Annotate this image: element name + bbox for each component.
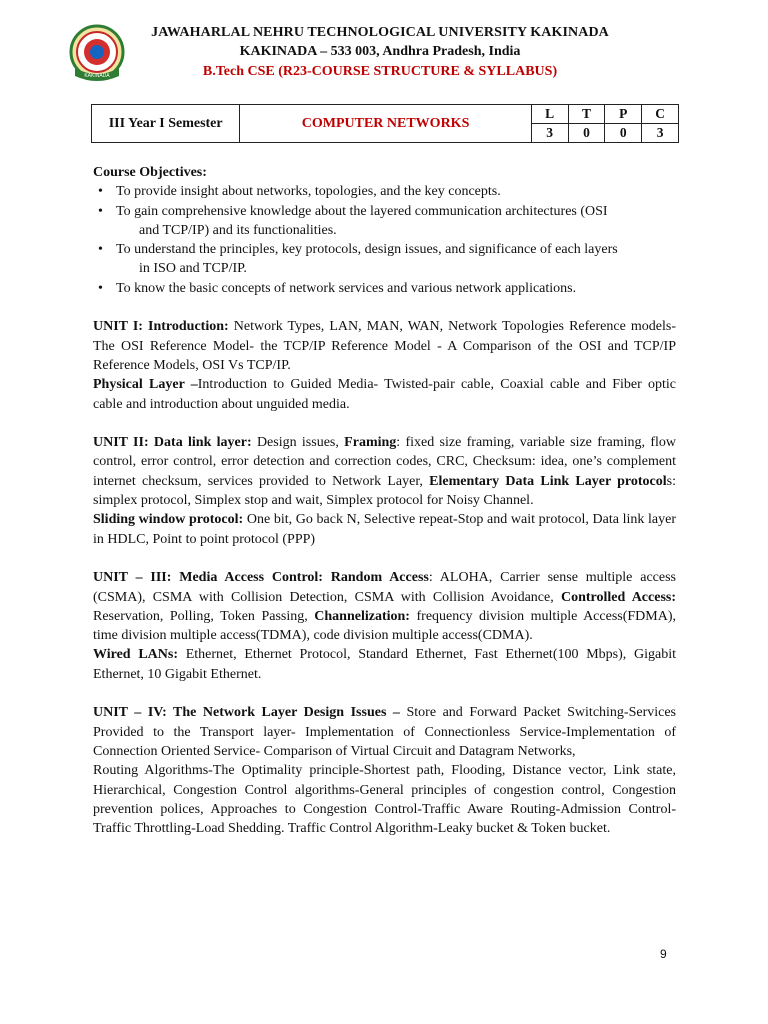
ltpc-label-l: L bbox=[531, 105, 568, 124]
course-info-table bbox=[91, 104, 679, 143]
logo-text: KAKINADA bbox=[84, 73, 110, 79]
ltpc-value-c: 3 bbox=[642, 124, 679, 143]
list-item: • To know the basic concepts of network services and various network applications. bbox=[93, 279, 676, 298]
university-seal-icon bbox=[69, 24, 125, 84]
wired-lans-heading: Wired LANs: bbox=[93, 647, 178, 663]
unit2-heading: UNIT II: Data link layer: bbox=[93, 435, 252, 451]
ltpc-value-l: 3 bbox=[531, 124, 568, 143]
sliding-window-heading: Sliding window protocol: bbox=[93, 512, 244, 528]
syllabus-content bbox=[93, 163, 676, 838]
bullet-icon: • bbox=[98, 184, 103, 200]
unit3-heading: UNIT – III: Media Access Control: Random Access bbox=[93, 570, 429, 586]
bullet-icon: • bbox=[98, 242, 103, 258]
ltpc-value-t: 0 bbox=[568, 124, 605, 143]
physical-layer-heading: Physical Layer – bbox=[93, 377, 198, 393]
list-item: • To gain comprehensive knowledge about the layered communication architectures (OSI and TCP/IP) and its functionalities. bbox=[98, 203, 608, 238]
unit3-paragraph: UNIT – III: Media Access Control: Random Access: ALOHA, Carrier sense multiple access (CSMA), CSMA with Collision Detection, CSMA with Collision Avoidance, Controlled Access: Reservation, Polling, Token Passing, Channelization: frequency division multiple Access(FDMA), time division multiple access(TDMA), code division multiple access(CDMA). bbox=[93, 570, 677, 644]
ltpc-value-p: 0 bbox=[605, 124, 642, 143]
bullet-icon: • bbox=[98, 203, 103, 219]
program-title: B.Tech CSE (R23-COURSE STRUCTURE & SYLLABUS) bbox=[202, 64, 558, 79]
bullet-icon: • bbox=[98, 280, 103, 296]
list-item: • To understand the principles, key protocols, design issues, and significance of each layers in ISO and TCP/IP. bbox=[98, 242, 618, 277]
unit1-physical-paragraph: Physical Layer –Introduction to Guided Media- Twisted-pair cable, Coaxial cable and Fiber optic cable and introduction about unguided media. bbox=[93, 377, 677, 412]
unit2-paragraph: UNIT II: Data link layer: Design issues, Framing: fixed size framing, variable size framing, flow control, error control, error detection and correction codes, CRC, Checksum: idea, one’s complement internet checksum, services provided to Network Layer, Elementary Data Link Layer protocols: simplex protocol, Simplex stop and wait, Simplex protocol for Noisy Channel. bbox=[93, 435, 676, 509]
ltpc-label-c: C bbox=[642, 105, 679, 124]
unit1-heading: UNIT I: Introduction: bbox=[93, 319, 229, 335]
unit4-paragraph: UNIT – IV: The Network Layer Design Issues – Store and Forward Packet Switching-Services Provided to the Transport layer- Implementation of Connectionless Service-Implementation of Connection Oriented Service- Comparison of Virtual Circuit and Datagram Networks, bbox=[93, 705, 677, 759]
unit4-routing-paragraph: Routing Algorithms-The Optimality principle-Shortest path, Flooding, Distance vector, Link state, Hierarchical, Congestion Control algorithms-General principles of congestion control, Congestion prevention polices, Approaches to Congestion Control-Traffic Aware Routing-Admission Control-Traffic Throttling-Load Shedding. Traffic Control Algorithm-Leaky bucket & Token bucket. bbox=[93, 763, 676, 837]
university-name: JAWAHARLAL NEHRU TECHNOLOGICAL UNIVERSITY KAKINADA bbox=[151, 25, 609, 40]
university-address: KAKINADA – 533 003, Andhra Pradesh, India bbox=[239, 44, 521, 59]
unit2-sliding-paragraph: Sliding window protocol: One bit, Go back N, Selective repeat-Stop and wait protocol, Data link layer in HDLC, Point to point protocol (PPP) bbox=[93, 512, 676, 547]
objectives-title: Course Objectives: bbox=[93, 165, 207, 180]
course-name-cell: COMPUTER NETWORKS bbox=[240, 105, 531, 143]
unit1-paragraph: UNIT I: Introduction: Network Types, LAN, MAN, WAN, Network Topologies Reference models- The OSI Reference Model- the TCP/IP Reference Model - A Comparison of the OSI and TCP/IP Reference Models, OSI Vs TCP/IP. bbox=[93, 319, 676, 373]
ltpc-label-t: T bbox=[568, 105, 605, 124]
page-number: 9 bbox=[660, 947, 667, 961]
unit3-wired-paragraph: Wired LANs: Ethernet, Ethernet Protocol, Standard Ethernet, Fast Ethernet(100 Mbps), Gigabit Ethernet, 10 Gigabit Ethernet. bbox=[93, 647, 676, 682]
list-item: • To provide insight about networks, topologies, and the key concepts. bbox=[93, 182, 676, 201]
objectives-list bbox=[93, 182, 676, 298]
unit4-heading: UNIT – IV: The Network Layer Design Issues – bbox=[93, 705, 400, 721]
semester-cell: III Year I Semester bbox=[92, 105, 240, 143]
ltpc-label-p: P bbox=[605, 105, 642, 124]
